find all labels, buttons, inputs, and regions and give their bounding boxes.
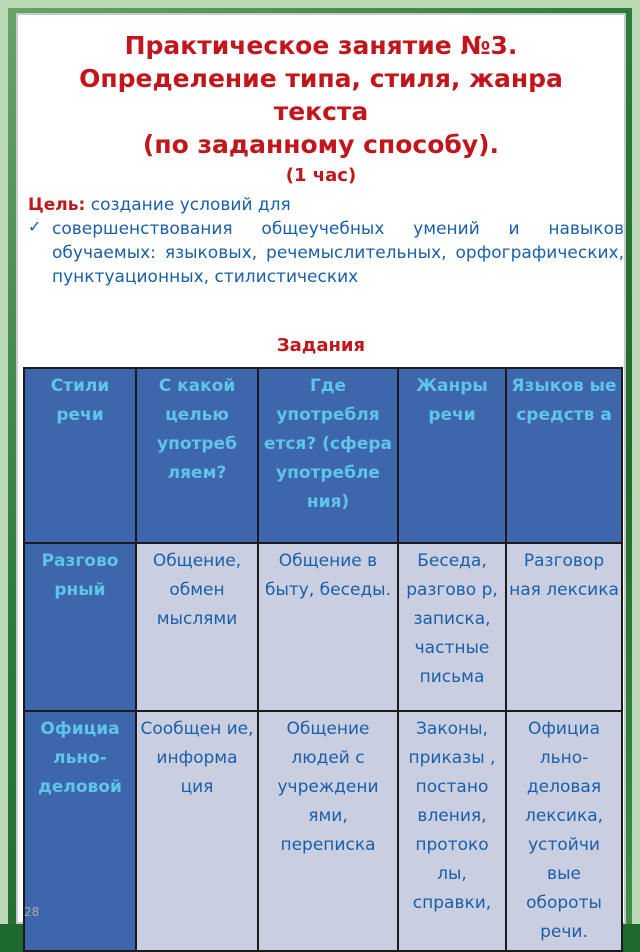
goal-intro: создание условий для	[90, 195, 291, 215]
header-sphere: Где употребля ется? (сфера употребле ния)	[258, 368, 398, 543]
tasks-heading: Задания	[276, 335, 366, 356]
cell-genres: Законы, приказы , постано вления, протоко лы, справки,	[398, 711, 506, 951]
cell-genres: Беседа, разгово р, записка, частные письма	[398, 543, 506, 711]
title-line: Практическое занятие №3.	[124, 31, 518, 60]
goal-text: совершенствования общеучебных умений и навыков обучаемых: языковых, речемыслительных, орфографических, пунктуационных, стилистических	[52, 219, 624, 287]
title-line: Определение типа, стиля, жанра	[79, 64, 563, 93]
header-purpose: С какой целью употреб ляем?	[136, 368, 258, 543]
cell-means: Официа льно-деловая лексика, устойчи вые обороты речи.	[506, 711, 622, 951]
header-genres: Жанры речи	[398, 368, 506, 543]
slide-number: 28	[24, 905, 40, 919]
header-means: Языков ые средств а	[506, 368, 622, 543]
frame-border-top	[0, 0, 640, 8]
cell-purpose: Общение, обмен мыслями	[136, 543, 258, 711]
frame-border-right	[632, 0, 640, 924]
slide-panel	[16, 13, 626, 942]
cell-sphere: Общение людей с учреждени ями, переписка	[258, 711, 398, 951]
speech-styles-table	[23, 367, 623, 952]
cell-means: Разговор ная лексика	[506, 543, 622, 711]
cell-sphere: Общение в быту, беседы.	[258, 543, 398, 711]
title-line: текста	[273, 97, 369, 126]
table-header-row	[24, 368, 622, 543]
header-styles: Стили речи	[24, 368, 136, 543]
row-style-name: Разгово рный	[24, 543, 136, 711]
row-style-name: Официа льно-деловой	[24, 711, 136, 951]
table-row	[24, 711, 622, 951]
goal-label: Цель:	[28, 195, 86, 215]
checkmark-icon: ✓	[28, 217, 42, 236]
slide-title	[18, 29, 624, 161]
title-line: (по заданному способу).	[142, 130, 500, 159]
cell-purpose: Сообщен ие, информа ция	[136, 711, 258, 951]
table-row	[24, 543, 622, 711]
goal-line	[28, 193, 618, 217]
duration-label: (1 час)	[285, 165, 357, 186]
frame-border-left	[0, 0, 8, 924]
